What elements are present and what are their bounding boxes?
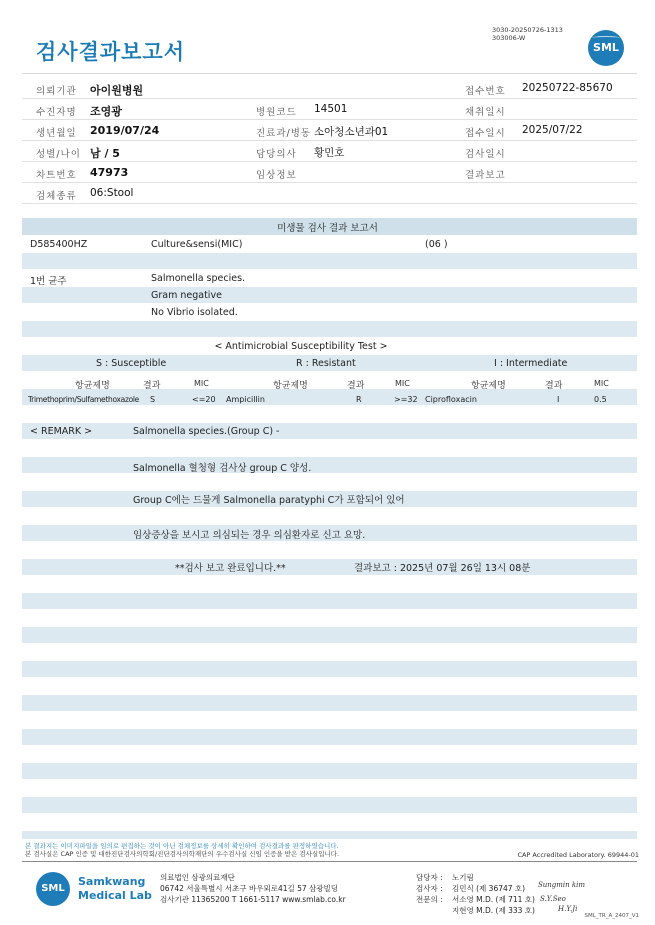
info-row-5 bbox=[22, 162, 637, 183]
col-header-mic: MIC bbox=[194, 379, 209, 388]
ast-title: < Antimicrobial Susceptibility Test > bbox=[214, 341, 388, 352]
footer-divider bbox=[22, 861, 637, 862]
cap-accreditation: CAP Accredited Laboratory. 69944-01 bbox=[517, 851, 639, 859]
label-dob: 생년월일 bbox=[36, 128, 77, 139]
label-dept: 진료과/병동 bbox=[256, 128, 312, 139]
value-doctor: 황민호 bbox=[314, 147, 345, 159]
label-hospital: 의뢰기관 bbox=[36, 86, 77, 97]
isolate-line: Salmonella species. bbox=[151, 273, 246, 284]
band bbox=[22, 627, 637, 643]
staff-row bbox=[416, 883, 535, 894]
test-name: Culture&sensi(MIC) bbox=[151, 239, 243, 250]
label-collect-date: 채취일시 bbox=[465, 107, 506, 118]
col-header-antibiotic: 항균제명 bbox=[471, 381, 506, 391]
isolate-label: 1번 균주 bbox=[30, 276, 67, 287]
page-title: 검사결과보고서 bbox=[36, 40, 186, 64]
col-header-antibiotic: 항균제명 bbox=[273, 381, 308, 391]
staff-name: 노기림 bbox=[452, 873, 474, 882]
org-address bbox=[160, 872, 346, 905]
value-dept: 소아청소년과01 bbox=[314, 126, 389, 138]
band bbox=[22, 763, 637, 779]
result-report-time: 결과보고 : 2025년 07월 26일 13시 08분 bbox=[354, 563, 531, 574]
band bbox=[22, 831, 637, 839]
staff-name: 김민식 (제 36747 호) bbox=[452, 884, 526, 893]
signature-3: H.Y.Ji bbox=[558, 905, 578, 913]
footer-note-2: 본 검사실은 CAP 인증 및 대한진단검사의학회/진단검사의학재단의 우수검사실 신임 인증을 받은 검사실입니다. bbox=[25, 850, 340, 858]
info-row-2 bbox=[22, 99, 637, 120]
value-specimen: 06:Stool bbox=[90, 187, 134, 199]
band bbox=[22, 423, 637, 439]
value-chart: 47973 bbox=[90, 166, 129, 179]
remark-line: Salmonella 혈청형 검사상 group C 양성. bbox=[133, 463, 312, 474]
section-title: 미생물 검사 결과 보고서 bbox=[277, 223, 378, 234]
info-row-3 bbox=[22, 120, 637, 141]
legend-intermediate: I : Intermediate bbox=[494, 358, 568, 369]
sml-logo: SML bbox=[588, 30, 624, 66]
band bbox=[22, 695, 637, 711]
remark-label: < REMARK > bbox=[30, 426, 93, 437]
staff-role: 담당자 : bbox=[416, 873, 443, 882]
staff-row bbox=[416, 905, 535, 916]
staff-list bbox=[416, 872, 535, 916]
antibiotic-mic: <=20 bbox=[192, 395, 216, 404]
col-header-mic: MIC bbox=[594, 379, 609, 388]
staff-role: 검사자 : bbox=[416, 884, 443, 893]
band bbox=[22, 593, 637, 609]
col-header-result: 결과 bbox=[347, 381, 365, 391]
staff-role: 전문의 : bbox=[416, 895, 443, 904]
label-receipt-date: 접수일시 bbox=[465, 128, 506, 139]
label-name: 수진자명 bbox=[36, 107, 77, 118]
staff-row bbox=[416, 872, 535, 883]
org-name-line: Samkwang bbox=[78, 875, 146, 888]
test-paren: (06 ) bbox=[425, 239, 448, 250]
label-sex-age: 성별/나이 bbox=[36, 149, 81, 160]
value-hosp-code: 14501 bbox=[314, 103, 348, 115]
info-row-1 bbox=[22, 78, 637, 99]
band bbox=[22, 457, 637, 473]
band bbox=[22, 559, 637, 575]
label-doctor: 담당의사 bbox=[256, 149, 297, 160]
address-line: 검사기관 11365200 T 1661-5117 www.smlab.co.kr bbox=[160, 895, 346, 904]
antibiotic-result: S bbox=[150, 395, 156, 404]
staff-name: 지현영 M.D. (제 333 호) bbox=[452, 906, 535, 915]
col-header-result: 결과 bbox=[143, 381, 161, 391]
form-code: SML_TR_A_2407_V1 bbox=[584, 913, 639, 919]
org-name bbox=[78, 875, 152, 903]
signature-1: Sungmin kim bbox=[538, 881, 586, 889]
value-receipt-no: 20250722-85670 bbox=[522, 82, 613, 94]
doc-id-2: 303006-W bbox=[492, 34, 526, 42]
col-header-antibiotic: 항균제명 bbox=[75, 381, 110, 391]
remark-line: 임상증상을 보시고 의심되는 경우 의심환자로 신고 요망. bbox=[133, 530, 366, 541]
info-row-4 bbox=[22, 141, 637, 162]
org-name-line: Medical Lab bbox=[78, 889, 152, 902]
remark-line: Salmonella species.(Group C) - bbox=[133, 426, 280, 437]
antibiotic-name: Ciprofloxacin bbox=[425, 395, 477, 404]
address-line: 의료법인 삼광의료재단 bbox=[160, 873, 235, 882]
signature-2: S.Y.Seo bbox=[540, 895, 566, 903]
col-header-mic: MIC bbox=[395, 379, 410, 388]
antibiotic-result: I bbox=[557, 395, 560, 404]
value-hospital: 아이원병원 bbox=[90, 84, 144, 97]
label-receipt-no: 접수번호 bbox=[465, 86, 506, 97]
legend-susceptible: S : Susceptible bbox=[96, 358, 167, 369]
address-line: 06742 서울특별시 서초구 바우뫼로41길 57 삼광빌딩 bbox=[160, 884, 339, 893]
doc-id-1: 3030-20250726-1313 bbox=[492, 26, 563, 34]
band bbox=[22, 253, 637, 269]
antibiotic-result: R bbox=[356, 395, 362, 404]
footer-note-1: 본 결과지는 이미지파일을 임의로 편집하는 것이 아닌 검체정보를 상세히 확인하여 검사결과를 판정하였습니다. bbox=[25, 842, 339, 850]
label-clinical: 임상정보 bbox=[256, 170, 297, 181]
value-dob: 2019/07/24 bbox=[90, 124, 160, 137]
staff-name: 서소영 M.D. (제 711 호) bbox=[452, 895, 535, 904]
antibiotic-name: Ampicillin bbox=[226, 395, 265, 404]
label-chart: 차트번호 bbox=[36, 170, 77, 181]
label-specimen: 검체종류 bbox=[36, 191, 77, 202]
staff-row bbox=[416, 894, 535, 905]
band bbox=[22, 321, 637, 337]
antibiotic-mic: 0.5 bbox=[594, 395, 607, 404]
completion-message: **검사 보고 완료입니다.** bbox=[175, 563, 286, 574]
col-header-result: 결과 bbox=[545, 381, 563, 391]
isolate-line: No Vibrio isolated. bbox=[151, 307, 238, 318]
test-code: D585400HZ bbox=[30, 239, 88, 250]
band bbox=[22, 661, 637, 677]
isolate-line: Gram negative bbox=[151, 290, 222, 301]
remark-line: Group C에는 드물게 Salmonella paratyphi C가 포함되어 있어 bbox=[133, 495, 405, 506]
sml-footer-logo: SML bbox=[36, 872, 70, 906]
antibiotic-mic: >=32 bbox=[394, 395, 418, 404]
band bbox=[22, 729, 637, 745]
label-test-date: 검사일시 bbox=[465, 149, 506, 160]
antibiotic-name: Trimethoprim/Sulfamethoxazole bbox=[28, 395, 139, 404]
header-divider bbox=[22, 73, 637, 74]
band bbox=[22, 287, 637, 303]
legend-resistant: R : Resistant bbox=[296, 358, 356, 369]
value-receipt-date: 2025/07/22 bbox=[522, 124, 583, 136]
info-row-6 bbox=[22, 183, 637, 204]
band bbox=[22, 797, 637, 813]
value-sex-age: 남 / 5 bbox=[90, 147, 120, 160]
value-name: 조영광 bbox=[90, 105, 122, 118]
label-hosp-code: 병원코드 bbox=[256, 107, 297, 118]
label-result-report: 결과보고 bbox=[465, 170, 506, 181]
